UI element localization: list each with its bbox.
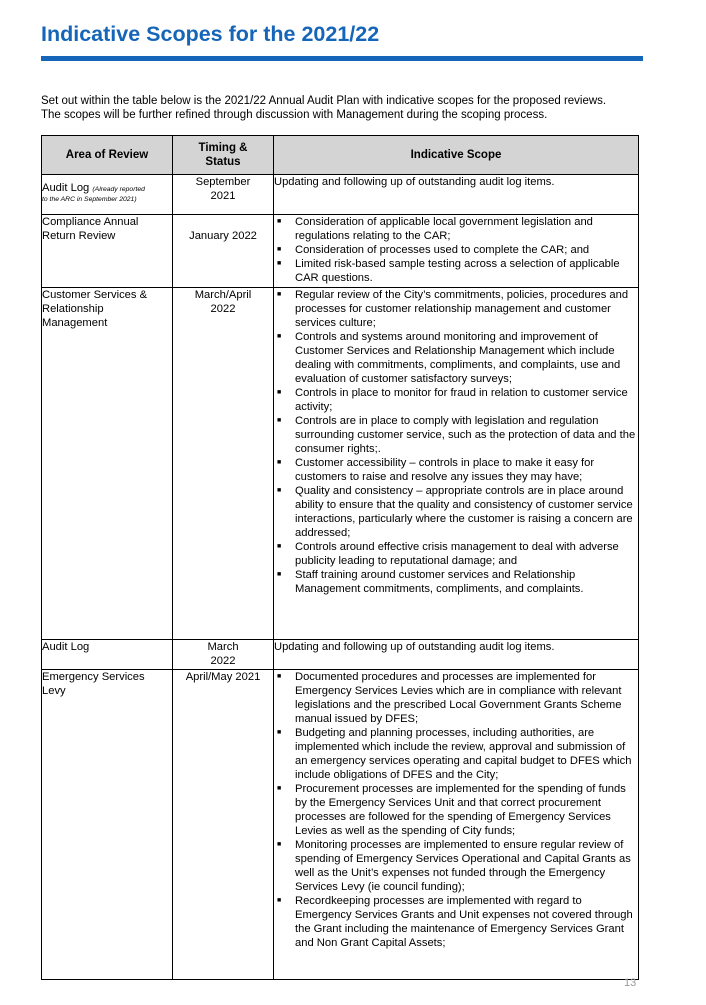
timing-line-1: March (207, 641, 239, 653)
bullet-icon: ■ (277, 218, 282, 225)
bullet-icon: ■ (277, 417, 282, 424)
bullet-text: Customer accessibility – controls in place to make it easy for customers to raise and resolve any issues they may have; (295, 457, 595, 483)
bullet-icon: ■ (277, 487, 282, 494)
bullet-text: Controls are in place to comply with legislation and regulation surrounding customer service, such as the protection of data and the consumer rights;. (295, 415, 636, 455)
bullet-icon: ■ (277, 571, 282, 578)
bullet-text: Documented procedures and processes are implemented for Emergency Services Levies which are in compliance with relevant legislations and the prescribed Local Government Grants Scheme manual issued by DFES; (295, 671, 622, 725)
timing-text: April/May 2021 (185, 671, 261, 683)
bullet-text: Consideration of applicable local government legislation and regulations relating to the CAR; (295, 216, 593, 242)
list-item (274, 330, 638, 386)
scope-cell (274, 215, 639, 288)
bullet-text: Budgeting and planning processes, including authorities, are implemented which include the review, approval and submission of an emergency services operating and capital budget to DFES which include obligations of DFES and the City; (295, 727, 632, 781)
scope-cell (274, 640, 639, 670)
bullet-icon: ■ (277, 785, 282, 792)
timing-line-1: September (195, 176, 251, 188)
scope-cell (274, 175, 639, 215)
area-cell (42, 288, 173, 640)
area-line-1: Customer Services & (42, 289, 148, 301)
list-item (274, 414, 638, 456)
table-row (42, 175, 639, 215)
list-item (274, 838, 638, 894)
header-area-of-review: Area of Review (42, 136, 173, 175)
area-cell (42, 670, 173, 980)
bullet-text: Procurement processes are implemented for the spending of funds by the Emergency Services Unit and that correct procurement processes are followed for the spending of Emergency Services Levies as well as the spending of City funds; (295, 783, 626, 837)
area-line-2: Return Review (42, 230, 116, 242)
bullet-text: Regular review of the City’s commitments, policies, procedures and processes for customer relationship management and customer services culture; (295, 289, 629, 329)
list-item (274, 257, 638, 285)
intro-line-2: The scopes will be further refined through discussion with Management during the scoping process. (41, 109, 548, 121)
timing-line-2: 2022 (210, 655, 236, 667)
area-note-b: to the ARC in September 2021) (42, 196, 137, 203)
timing-cell (173, 215, 274, 288)
list-item (274, 670, 638, 726)
area-note-a: (Already reported (92, 186, 145, 193)
bullet-icon: ■ (277, 291, 282, 298)
list-item (274, 215, 638, 243)
header-timing-status (173, 136, 274, 175)
bullet-icon: ■ (277, 729, 282, 736)
area-cell (42, 175, 173, 215)
bullet-icon: ■ (277, 246, 282, 253)
timing-cell (173, 288, 274, 640)
list-item (274, 243, 638, 257)
bullet-text: Controls and systems around monitoring and improvement of Customer Services and Relationship Management which include dealing with commitments, compliments, and complaints, use and evaluation of customer satisfactory surveys; (295, 331, 621, 385)
bullet-icon: ■ (277, 260, 282, 267)
intro-line-1: Set out within the table below is the 2021/22 Annual Audit Plan with indicative scopes for the proposed reviews. (41, 95, 607, 107)
bullet-icon: ■ (277, 459, 282, 466)
bullet-icon: ■ (277, 543, 282, 550)
table-header-row (42, 136, 639, 175)
audit-scope-table (41, 135, 639, 980)
area-cell (42, 215, 173, 288)
list-item (274, 386, 638, 414)
bullet-text: Limited risk-based sample testing across a selection of applicable CAR questions. (295, 258, 620, 284)
area-line-1: Emergency Services (42, 671, 145, 683)
area-line-1: Compliance Annual (42, 216, 139, 228)
bullet-icon: ■ (277, 389, 282, 396)
scope-bullet-list (274, 670, 638, 950)
area-line-2: Relationship (42, 303, 104, 315)
title-underline (41, 56, 643, 61)
bullet-text: Recordkeeping processes are implemented with regard to Emergency Services Grants and Unit expenses not covered through the Grant including the maintenance of Emergency Services Grant and Non Grant Capital Assets; (295, 895, 633, 949)
area-line-2: Levy (42, 685, 66, 697)
list-item (274, 484, 638, 540)
timing-line-1: March/April (194, 289, 252, 301)
bullet-text: Monitoring processes are implemented to ensure regular review of spending of Emergency Services Operational and Capital Grants as well as the Unit’s expenses not funded through the Emergency Services Levy (ie council funding); (295, 839, 631, 893)
page-number: 13 (624, 977, 637, 989)
list-item (274, 456, 638, 484)
scope-cell (274, 288, 639, 640)
timing-cell (173, 175, 274, 215)
scope-text: Updating and following up of outstanding audit log items. (274, 641, 555, 653)
header-timing-line-2: Status (205, 156, 241, 168)
area-line-3: Management (42, 317, 108, 329)
timing-line-2: 2021 (210, 190, 236, 202)
scope-cell (274, 670, 639, 980)
header-indicative-scope: Indicative Scope (274, 136, 639, 175)
bullet-text: Staff training around customer services and Relationship Management commitments, compliments, and complaints. (295, 569, 584, 595)
bullet-text: Consideration of processes used to complete the CAR; and (295, 244, 590, 256)
table-row (42, 640, 639, 670)
bullet-icon: ■ (277, 841, 282, 848)
bullet-text: Quality and consistency – appropriate controls are in place around ability to ensure that the quality and consistency of customer service interactions, particularly where the customer is raising a concern are addressed; (295, 485, 633, 539)
scope-bullet-list (274, 288, 638, 596)
timing-line-2: 2022 (210, 303, 236, 315)
table-row (42, 670, 639, 980)
area-text: Audit Log (42, 641, 90, 653)
bullet-icon: ■ (277, 333, 282, 340)
intro-paragraph (41, 94, 651, 122)
timing-cell (173, 640, 274, 670)
bullet-icon: ■ (277, 673, 282, 680)
scope-text: Updating and following up of outstanding audit log items. (274, 176, 555, 188)
list-item (274, 782, 638, 838)
list-item (274, 288, 638, 330)
header-timing-line-1: Timing & (198, 142, 248, 154)
table-row (42, 288, 639, 640)
bullet-icon: ■ (277, 897, 282, 904)
list-item (274, 894, 638, 950)
table-row (42, 215, 639, 288)
timing-cell (173, 670, 274, 980)
area-text: Audit Log (42, 182, 90, 194)
area-cell (42, 640, 173, 670)
list-item (274, 726, 638, 782)
timing-text: January 2022 (189, 230, 257, 242)
list-item (274, 540, 638, 568)
bullet-text: Controls in place to monitor for fraud in relation to customer service activity; (295, 387, 628, 413)
bullet-text: Controls around effective crisis management to deal with adverse publicity leading to reputational damage; and (295, 541, 619, 567)
list-item (274, 568, 638, 596)
page-title: Indicative Scopes for the 2021/22 (41, 22, 380, 46)
scope-bullet-list (274, 215, 638, 285)
